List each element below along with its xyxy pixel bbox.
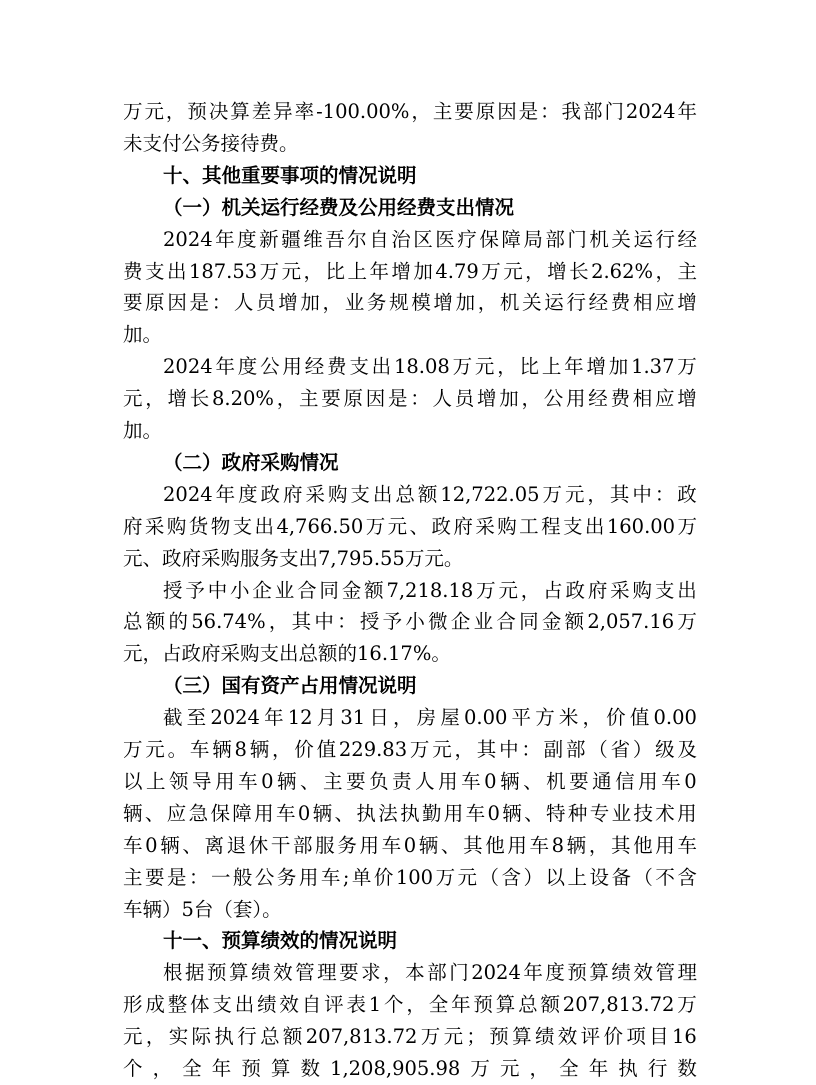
section-heading: （二）政府采购情况 — [163, 450, 339, 474]
body-text-line: 未支付公务接待费。 — [123, 131, 299, 155]
body-text-line: 2024 年 度 政 府 采 购 支 出 总 额 12,722.05 万 元 ， 其 中 ： 政 — [163, 482, 697, 506]
body-text-line: 2024 年 度 公 用 经 费 支 出 18.08 万 元 ， 比 上 年 增 加 1.37 万 — [163, 355, 697, 379]
body-text-line: 加。 — [123, 323, 163, 347]
body-text-line: 授 予 中 小 企 业 合 同 金 额 7,218.18 万 元 ， 占 政 府 采 购 支 出 — [163, 578, 697, 602]
body-text-line: 以 上 领 导 用 车 0 辆 、 主 要 负 责 人 用 车 0 辆 、 机 要 通 信 用 车 0 — [123, 769, 697, 793]
body-text-line: 加。 — [123, 419, 163, 442]
body-text-line: 辆 、 应 急 保 障 用 车 0 辆 、 执 法 执 勤 用 车 0 辆 、 特 种 专 业 技 术 用 — [123, 801, 697, 825]
section-heading: 十、其他重要事项的情况说明 — [163, 163, 417, 187]
body-text-line: 元、政府采购服务支出7,795.55万元。 — [123, 546, 464, 570]
body-text-line: 要 原 因 是 ： 人 员 增 加 ， 业 务 规 模 增 加 ， 机 关 运 行 经 费 相 应 增 — [123, 291, 697, 315]
body-text-line: 主 要 是 ： 一 般 公 务 用 车 ; 单 价 100 万 元 （ 含 ） 以 上 设 备 （ 不 含 — [123, 865, 697, 889]
body-text-line: 万 元 ， 预 决 算 差 异 率 -100.00% ， 主 要 原 因 是 ： 我 部 门 2024 年 — [123, 100, 697, 123]
section-heading: （三）国有资产占用情况说明 — [163, 674, 417, 698]
body-text-line: 元 ， 实 际 执 行 总 额 207,813.72 万 元 ； 预 算 绩 效 评 价 项 目 16 — [123, 1025, 697, 1049]
body-text-line: 府 采 购 货 物 支 出 4,766.50 万 元 、 政 府 采 购 工 程 支 出 160.00 万 — [123, 514, 697, 538]
section-heading: 十一、预算绩效的情况说明 — [163, 929, 398, 953]
body-text-line: 元，占政府采购支出总额的16.17%。 — [123, 642, 451, 666]
body-text-line: 2024 年 度 新 疆 维 吾 尔 自 治 区 医 疗 保 障 局 部 门 机 关 运 行 经 — [163, 227, 697, 251]
body-text-line: 车辆）5台（套）。 — [123, 897, 282, 921]
body-text-line: 车 0 辆 、 离 退 休 干 部 服 务 用 车 0 辆 、 其 他 用 车 8 辆 ， 其 他 用 车 — [123, 833, 697, 857]
body-text-line: 元 ， 增 长 8.20% ， 主 要 原 因 是 ： 人 员 增 加 ， 公 用 经 费 相 应 增 — [123, 387, 697, 411]
section-heading: （一）机关运行经费及公用经费支出情况 — [163, 195, 515, 219]
body-text-line: 根 据 预 算 绩 效 管 理 要 求 ， 本 部 门 2024 年 度 预 算 绩 效 管 理 — [163, 961, 697, 985]
body-text-line: 万 元 。 车 辆 8 辆 ， 价 值 229.83 万 元 ， 其 中 ： 副 部 （ 省 ） 级 及 — [123, 738, 697, 761]
body-text-line: 形 成 整 体 支 出 绩 效 自 评 表 1 个 ， 全 年 预 算 总 额 207,813.72 万 — [123, 993, 697, 1017]
body-text-line: 截 至 2024 年 12 月 31 日 ， 房 屋 0.00 平 方 米 ， 价 值 0.00 — [163, 706, 697, 730]
body-text-line: 总 额 的 56.74% ， 其 中 ： 授 予 小 微 企 业 合 同 金 额 2,057.16 万 — [123, 610, 697, 634]
body-text-line: 费 支 出 187.53 万 元 ， 比 上 年 增 加 4.79 万 元 ， 增 长 2.62% ， 主 — [123, 259, 697, 283]
body-text-line: 个 ， 全 年 预 算 数 1,208,905.98 万 元 ， 全 年 执 行 数 — [123, 1057, 697, 1080]
